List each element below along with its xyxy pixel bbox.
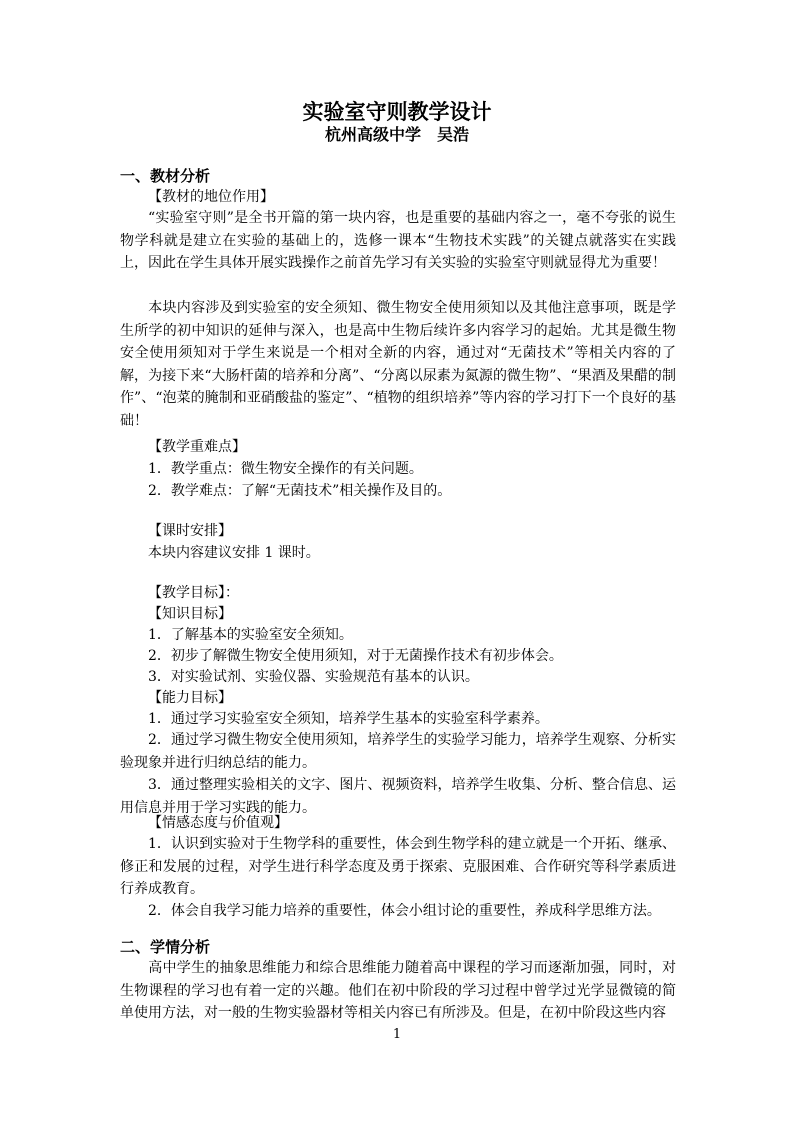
emotion-goal-2 [120, 900, 676, 923]
label-textbook-position: 【教材的地位作用】 [148, 189, 274, 205]
section-heading-textbook-analysis: 一、教材分析 [120, 167, 211, 185]
document-author: 杭州高级中学 吴浩 [324, 125, 469, 144]
ability-goal-2 [120, 729, 676, 774]
emotion-goal-1 [120, 833, 676, 901]
page-number: 1 [392, 1027, 402, 1042]
label-key-points: 【教学重难点】 [148, 439, 246, 455]
ability-goal-3-text: 3．通过整理实验相关的文字、图片、视频资料，培养学生收集、分析、整合信息、运用信息并用于学习实践的能力。 [120, 777, 676, 816]
knowledge-goal-1: 1．了解基本的实验室安全须知。 [148, 627, 353, 643]
key-point-1: 1．教学重点：微生物安全操作的有关问题。 [148, 461, 423, 477]
label-knowledge-goals: 【知识目标】 [148, 606, 232, 622]
section-heading-student-analysis: 二、学情分析 [120, 938, 211, 956]
emotion-goal-1-text: 1．认识到实验对于生物学科的重要性，体会到生物学科的建立就是一个开拓、继承、修正和发展的过程，对学生进行科学态度及勇于探索、克服困难、合作研究等科学素质进行养成教育。 [120, 836, 676, 897]
paragraph-student-analysis-text: 高中学生的抽象思维能力和综合思维能力随着高中课程的学习而逐渐加强，同时，对生物课程的学习也有着一定的兴趣。他们在初中阶段的学习过程中曾学过光学显微镜的简单使用方法，对一般的生物实验器材等相关内容已有所涉及。但是，在初中阶段这些内容 [120, 960, 676, 1021]
paragraph-position-1-text: “实验室守则”是全书开篇的第一块内容，也是重要的基础内容之一，毫不夸张的说生物学科就是建立在实验的基础上的，选修一课本“生物技术实践”的关键点就落实在实践上，因此在学生具体开展实践操作之前首先学习有关实验的实验室守则就显得尤为重要！ [120, 210, 676, 271]
knowledge-goal-2: 2．初步了解微生物安全使用须知，对于无菌操作技术有初步体会。 [148, 648, 563, 664]
class-time-text: 本块内容建议安排 1 课时。 [148, 545, 320, 561]
paragraph-position-2 [120, 297, 676, 432]
paragraph-position-1 [120, 207, 676, 275]
label-teaching-goals: 【教学目标】： [148, 585, 239, 601]
paragraph-position-2-text: 本块内容涉及到实验室的安全须知、微生物安全使用须知以及其他注意事项，既是学生所学的初中知识的延伸与深入，也是高中生物后续许多内容学习的起始。尤其是微生物安全使用须知对于学生来说是一个相对全新的内容，通过对“无菌技术”等相关内容的了解，为接下来“大肠杆菌的培养和分离”、“分离以尿素为氮源的微生物”、“果酒及果醋的制作”、“泡菜的腌制和亚硝酸盐的鉴定”、“植物的组织培养”等内容的学习打下一个良好的基础！ [120, 300, 676, 429]
ability-goal-1: 1．通过学习实验室安全须知，培养学生基本的实验室科学素养。 [148, 711, 549, 727]
label-ability-goals: 【能力目标】 [148, 690, 232, 706]
label-class-time: 【课时安排】 [148, 523, 232, 539]
key-point-2: 2．教学难点：了解“无菌技术”相关操作及目的。 [148, 483, 452, 499]
ability-goal-2-text: 2．通过学习微生物安全使用须知，培养学生的实验学习能力，培养学生观察、分析实验现象并进行归纳总结的能力。 [120, 732, 676, 771]
document-title: 实验室守则教学设计 [302, 99, 492, 124]
knowledge-goal-3: 3．对实验试剂、实验仪器、实验规范有基本的认识。 [148, 669, 479, 685]
paragraph-student-analysis [120, 957, 676, 1025]
label-emotion-goals: 【情感态度与价值观】 [148, 815, 288, 831]
emotion-goal-2-text: 2．体会自我学习能力培养的重要性，体会小组讨论的重要性，养成科学思维方法。 [148, 903, 661, 919]
